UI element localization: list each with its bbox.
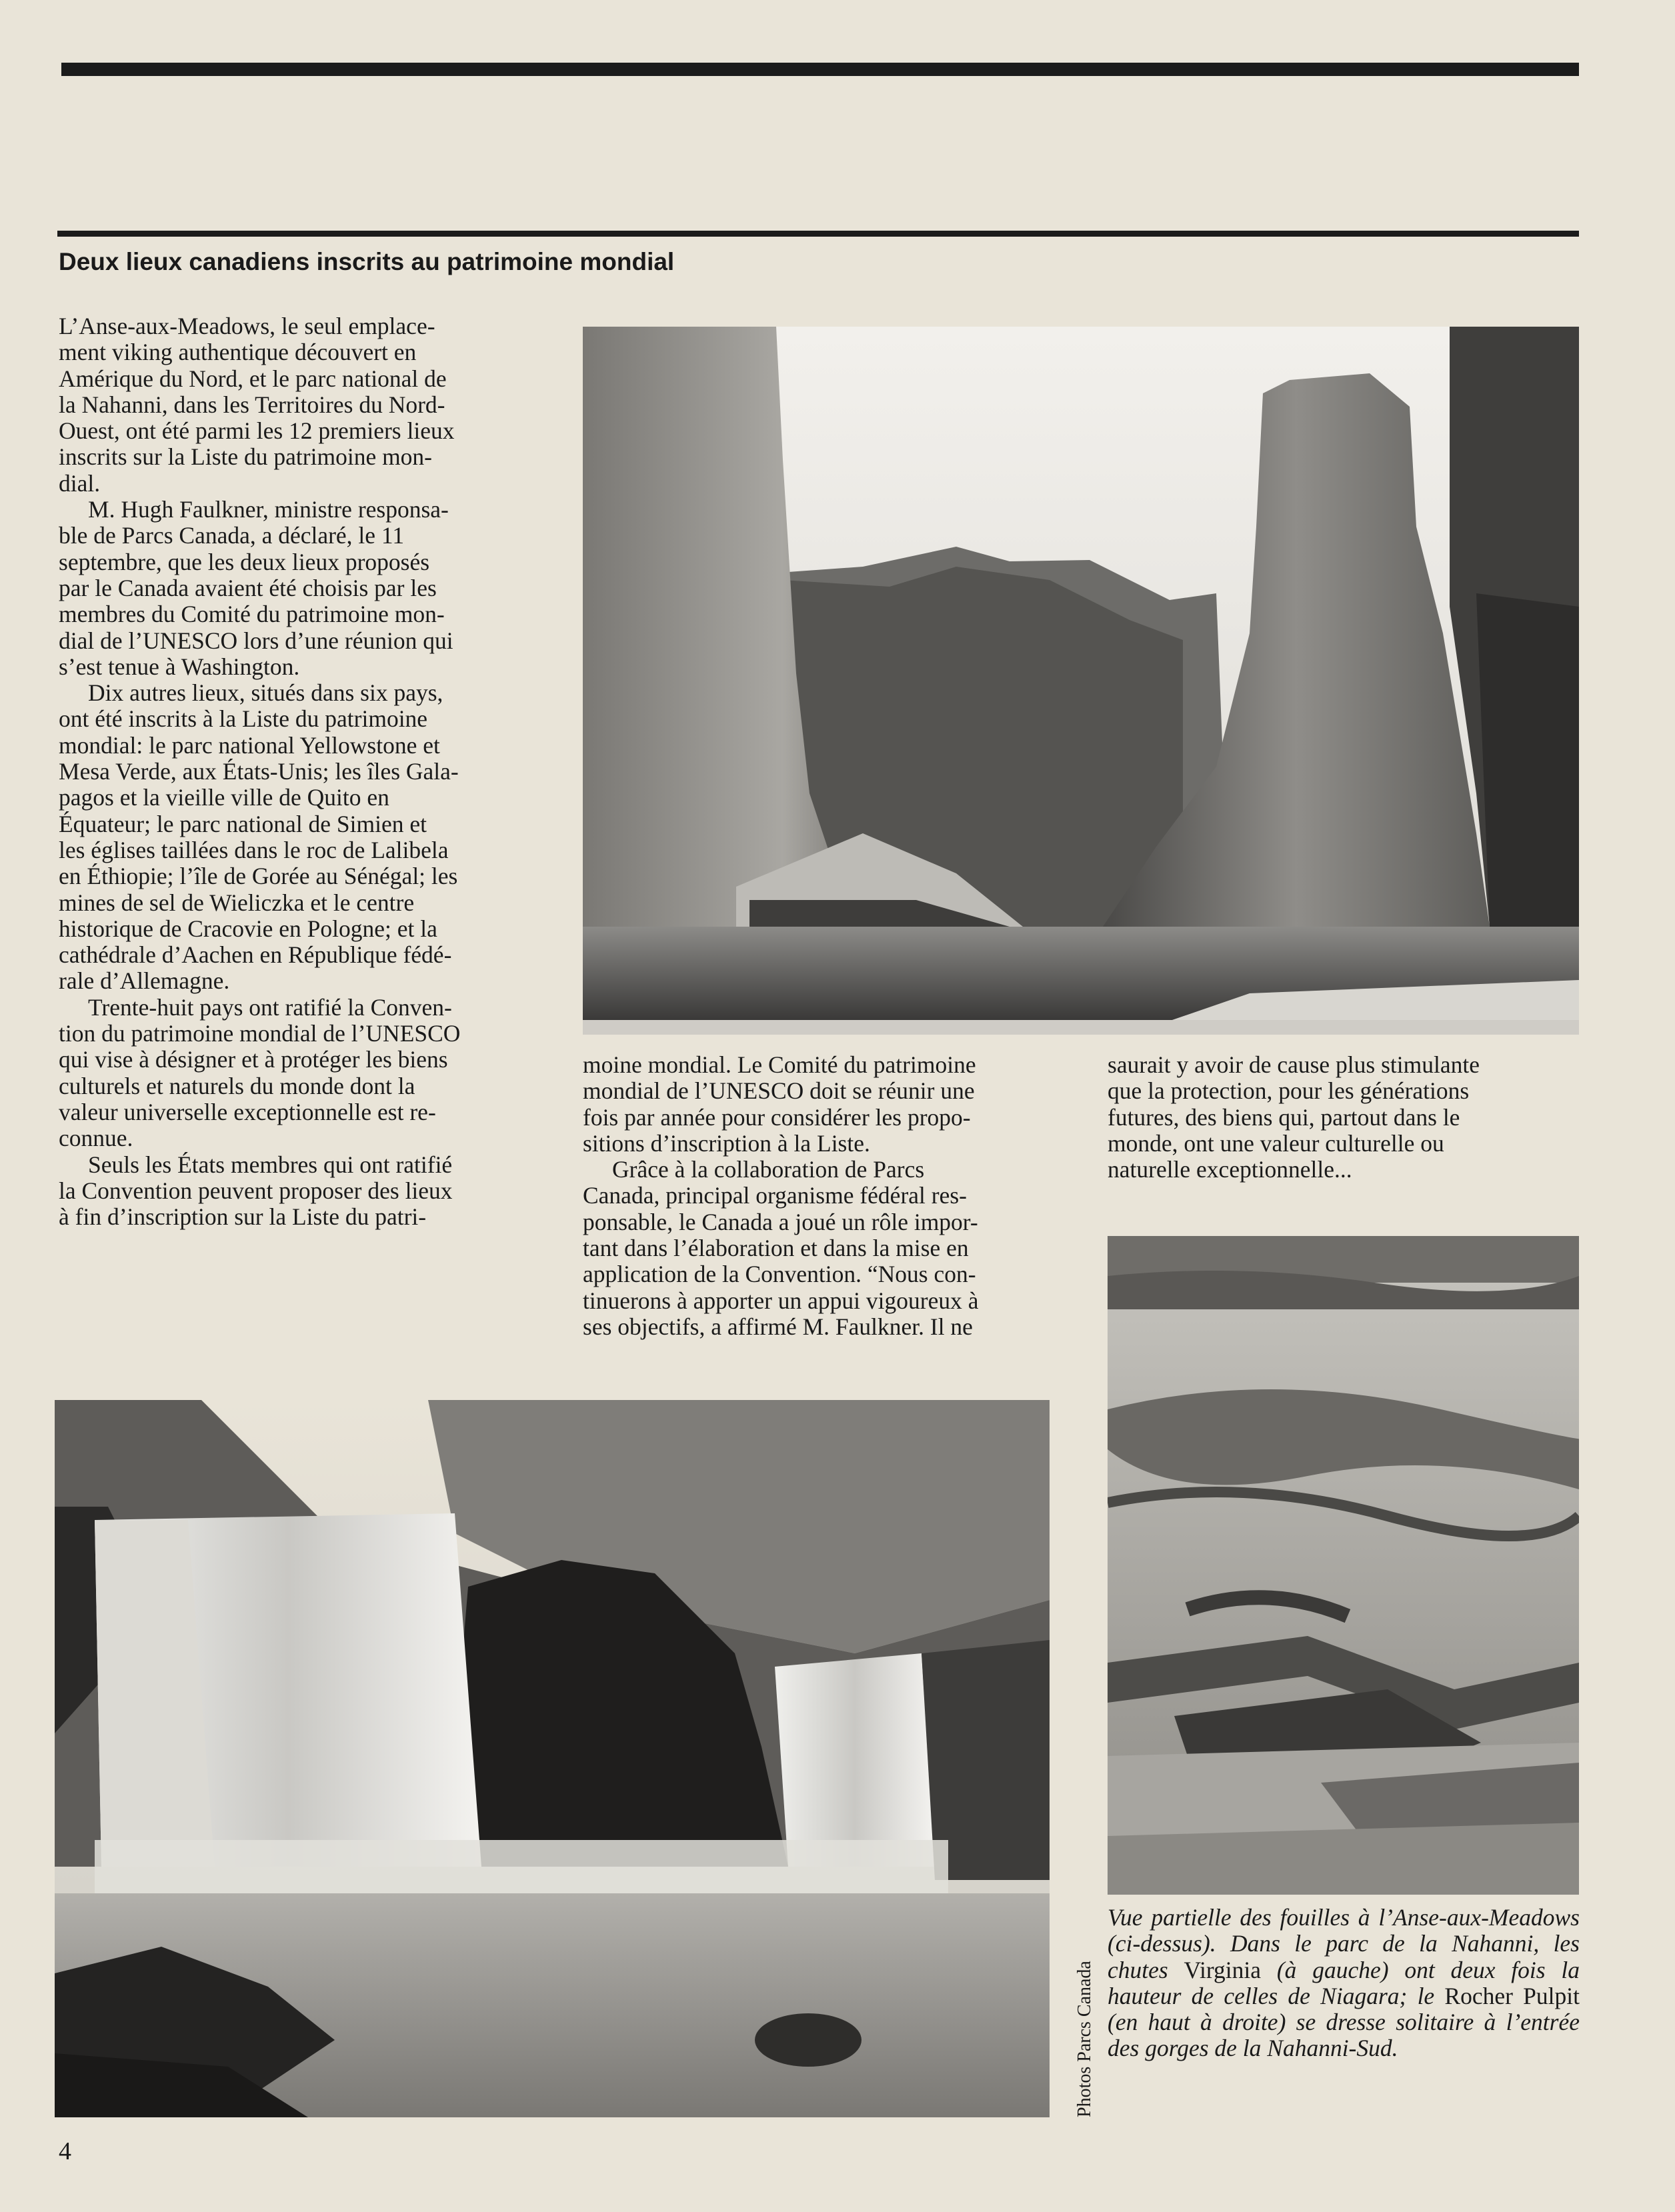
text-line: Amérique du Nord, et le parc national de (59, 365, 447, 392)
canyon-photo-image (583, 327, 1579, 1035)
excavation-photo-image (1108, 1236, 1579, 1895)
text-line: futures, des biens qui, partout dans le (1108, 1103, 1460, 1131)
article-column-2 (583, 1052, 1055, 1340)
text-line: à fin d’inscription sur la Liste du patri- (59, 1203, 427, 1231)
top-rule (61, 63, 1579, 76)
text-line: ponsable, le Canada a joué un rôle impor- (583, 1208, 978, 1235)
text-line: tant dans l’élaboration et dans la mise en (583, 1235, 969, 1262)
text-line: membres du Comité du patrimoine mon- (59, 601, 445, 628)
waterfall-photo (55, 1400, 1050, 2117)
caption-text: Rocher Pulpit (1444, 1982, 1580, 2009)
excavation-photo (1108, 1236, 1579, 1895)
photo-caption (1108, 1905, 1580, 2062)
text-line: qui vise à désigner et à protéger les biens (59, 1046, 448, 1073)
text-line: Seuls les États membres qui ont ratifié (88, 1151, 453, 1178)
paragraph (583, 1157, 1055, 1340)
text-line: application de la Convention. “Nous con- (583, 1261, 976, 1288)
text-line: la Convention peuvent proposer des lieux (59, 1177, 453, 1204)
text-line: mondial de l’UNESCO doit se réunir une (583, 1077, 975, 1105)
text-line: naturelle exceptionnelle... (1108, 1156, 1352, 1183)
paragraph (583, 1052, 1055, 1157)
text-line: Équateur; le parc national de Simien et (59, 810, 427, 837)
headline-rule (57, 231, 1579, 237)
text-line: fois par année pour considérer les propo- (583, 1103, 971, 1131)
paragraph (59, 313, 531, 497)
text-line: rale d’Allemagne. (59, 967, 230, 995)
text-line: ment viking authentique découvert en (59, 339, 417, 366)
caption-text: (en haut à droite) se dresse solitaire à l’entrée des gorges de la Nahanni-Sud. (1108, 2009, 1580, 2062)
caption-text: Virginia (1184, 1956, 1262, 1983)
text-line: Mesa Verde, aux États-Unis; les îles Gala- (59, 758, 459, 785)
photo-credit: Photos Parcs Canada (1074, 1961, 1095, 2117)
text-line: L’Anse-aux-Meadows, le seul emplace- (59, 313, 435, 339)
text-line: dial de l’UNESCO lors d’une réunion qui (59, 627, 453, 654)
text-line: sitions d’inscription à la Liste. (583, 1129, 870, 1157)
text-line: la Nahanni, dans les Territoires du Nord- (59, 391, 445, 418)
article-column-3 (1108, 1052, 1580, 1183)
paragraph (59, 680, 531, 995)
text-line: moine mondial. Le Comité du patrimoine (583, 1051, 976, 1078)
paragraph (59, 497, 531, 680)
waterfall-photo-image (55, 1400, 1050, 2117)
text-line: Canada, principal organisme fédéral res- (583, 1182, 967, 1209)
text-line: valeur universelle exceptionnelle est re- (59, 1098, 436, 1125)
text-line: pagos et la vieille ville de Quito en (59, 784, 389, 811)
text-line: Grâce à la collaboration de Parcs (612, 1156, 925, 1183)
article-column-1 (59, 313, 531, 1230)
text-line: en Éthiopie; l’île de Gorée au Sénégal; les (59, 863, 458, 890)
text-line: historique de Cracovie en Pologne; et la (59, 915, 437, 942)
text-line: ont été inscrits à la Liste du patrimoine (59, 705, 428, 733)
text-line: M. Hugh Faulkner, ministre responsa- (88, 496, 449, 523)
caption-text: Dans le parc de la Nahanni, les chutes (1108, 1930, 1580, 1983)
text-line: par le Canada avaient été choisis par les (59, 574, 437, 601)
text-line: s’est tenue à Washington. (59, 653, 300, 680)
text-line: que la protection, pour les générations (1108, 1077, 1470, 1105)
caption-text: Vue partielle des fouilles à l’Anse-aux-Meadows (ci-dessus). (1108, 1904, 1580, 1957)
text-line: cathédrale d’Aachen en République fédé- (59, 941, 452, 969)
text-line: mondial: le parc national Yellowstone et (59, 731, 440, 759)
text-line: tion du patrimoine mondial de l’UNESCO (59, 1020, 461, 1047)
text-line: connue. (59, 1125, 133, 1152)
text-line: dial. (59, 469, 101, 497)
text-line: ses objectifs, a affirmé M. Faulkner. Il ne (583, 1313, 973, 1340)
text-line: tinuerons à apporter un appui vigoureux à (583, 1287, 979, 1314)
text-line: Dix autres lieux, situés dans six pays, (88, 679, 443, 707)
page-title: Deux lieux canadiens inscrits au patrimoine mondial (59, 248, 675, 275)
paragraph (59, 1152, 531, 1231)
text-line: culturels et naturels du monde dont la (59, 1072, 415, 1099)
text-line: Trente-huit pays ont ratifié la Conven- (88, 993, 452, 1021)
canyon-photo (583, 327, 1579, 1035)
text-line: les églises taillées dans le roc de Lalibela (59, 836, 449, 863)
text-line: Ouest, ont été parmi les 12 premiers lieux (59, 417, 455, 445)
text-line: monde, ont une valeur culturelle ou (1108, 1129, 1444, 1157)
caption-text: (à gauche) ont deux fois la hauteur de celles de Niagara; le (1108, 1956, 1580, 2009)
text-line: inscrits sur la Liste du patrimoine mon- (59, 443, 433, 471)
text-line: mines de sel de Wieliczka et le centre (59, 889, 415, 916)
paragraph (59, 995, 531, 1152)
page-number: 4 (59, 2137, 71, 2165)
text-line: saurait y avoir de cause plus stimulante (1108, 1051, 1480, 1078)
text-line: ble de Parcs Canada, a déclaré, le 11 (59, 522, 405, 549)
text-line: septembre, que les deux lieux proposés (59, 548, 430, 575)
paragraph (1108, 1052, 1580, 1183)
